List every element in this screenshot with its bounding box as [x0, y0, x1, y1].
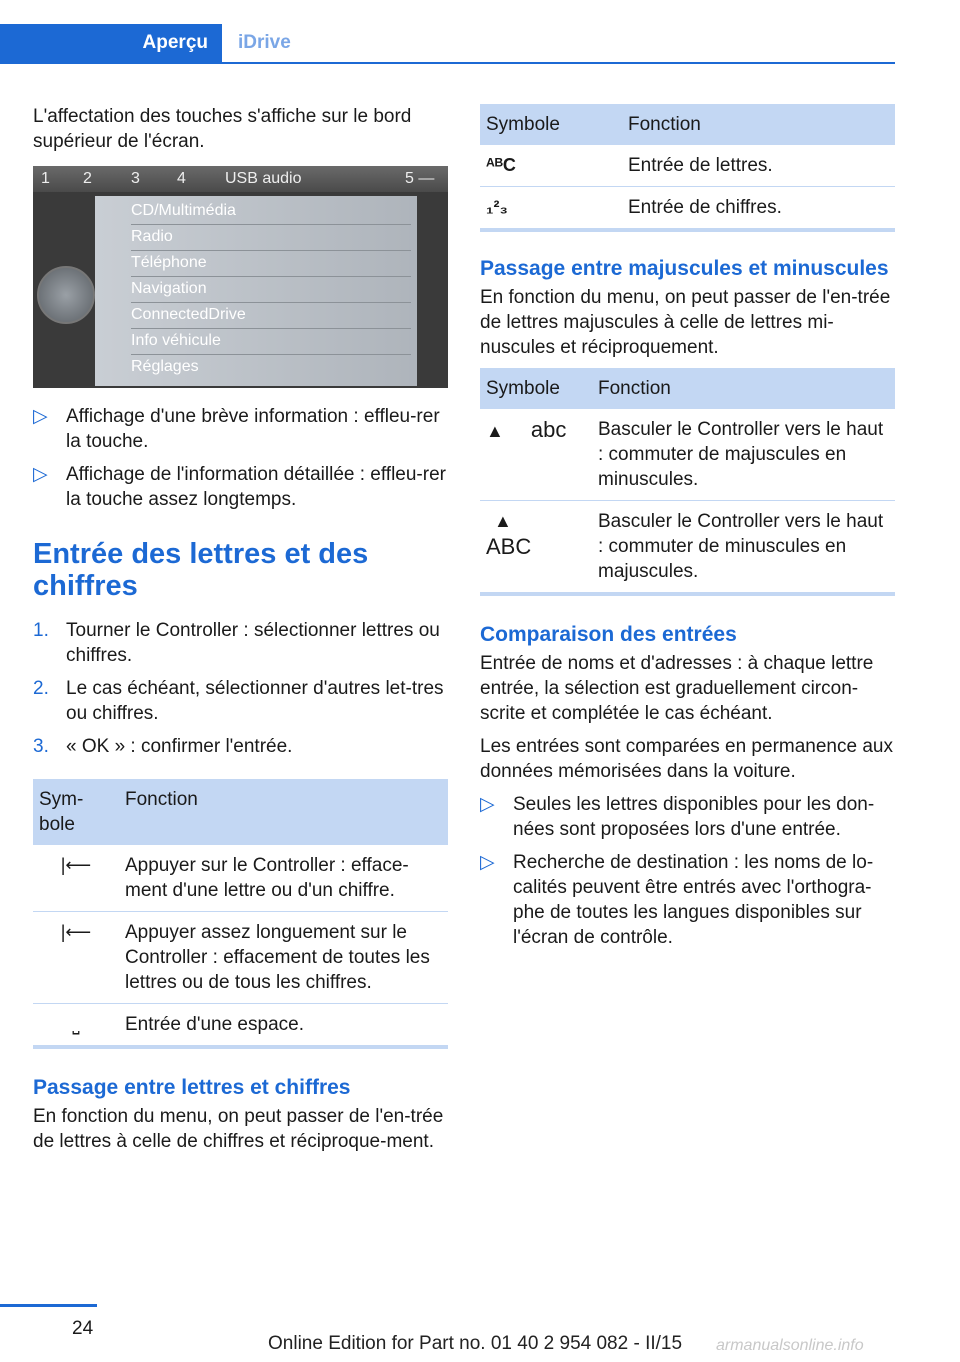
- compare-bullets: [480, 792, 895, 950]
- list-item-text: Seules les lettres disponibles pour les don‐nées sont proposées lors d'une entrée.: [513, 794, 875, 840]
- right-column: [480, 104, 895, 958]
- list-item: [33, 462, 448, 512]
- page-number: 24: [72, 1318, 94, 1339]
- menu-item: Info véhicule: [131, 328, 411, 355]
- screen-key-2: 2: [83, 170, 92, 187]
- menu-item: Navigation: [131, 276, 411, 303]
- subsection-heading: Passage entre majuscules et minuscules: [480, 257, 889, 280]
- table-row: [480, 145, 895, 187]
- table-row: [33, 1004, 448, 1048]
- table-header: Fonction: [592, 368, 895, 409]
- table-cell: Entrée d'une espace.: [119, 1004, 448, 1048]
- step-number: 2.: [33, 678, 49, 699]
- list-item-text: « OK » : confirmer l'entrée.: [66, 736, 293, 757]
- menu-item: CD/Multimédia: [131, 198, 411, 225]
- arrow-up-icon: ▲: [494, 511, 512, 531]
- table-cell: Entrée de chiffres.: [622, 187, 895, 231]
- delete-all-icon: |⟵: [33, 912, 119, 1004]
- table-header: Symbole: [480, 368, 592, 409]
- lowercase-icon: [480, 409, 592, 501]
- space-icon: ⎵: [33, 1004, 119, 1048]
- list-item-text: Le cas échéant, sélectionner d'autres let‐tres ou chiffres.: [66, 678, 444, 724]
- triangle-icon: ▷: [33, 406, 48, 427]
- paragraph: Entrée de noms et d'adresses : à chaque lettre entrée, la sélection est graduellement circon‐scrite et complétée le cas échéant.: [480, 653, 874, 724]
- header-tabs: [0, 24, 895, 64]
- menu-item: ConnectedDrive: [131, 302, 411, 329]
- list-item: [33, 734, 448, 759]
- controller-icon: [37, 266, 95, 324]
- screen-key-4: 4: [177, 170, 186, 187]
- section-heading: Entrée des lettres et des chiffres: [33, 538, 369, 602]
- tab-apercu[interactable]: Aperçu: [0, 24, 222, 62]
- triangle-icon: ▷: [480, 852, 495, 873]
- list-item: [33, 404, 448, 454]
- screen-key-usb: USB audio: [225, 170, 302, 187]
- steps-list: [33, 618, 448, 759]
- intro-text: L'affectation des touches s'affiche sur le bord supérieur de l'écran.: [33, 106, 412, 152]
- list-item: [33, 676, 448, 726]
- edition-text: Online Edition for Part no. 01 40 2 954 082 - II/15: [268, 1333, 683, 1354]
- delete-icon: |⟵: [33, 845, 119, 912]
- list-item-text: Affichage d'une brève information : effleu‐rer la touche.: [66, 406, 440, 452]
- delete-symbol-table: [33, 779, 448, 1049]
- table-header: Sym‐bole: [33, 779, 119, 845]
- info-bullets: [33, 404, 448, 512]
- screen-key-3: 3: [131, 170, 140, 187]
- paragraph: Les entrées sont comparées en permanence aux données mémorisées dans la voiture.: [480, 736, 893, 782]
- table-cell: Entrée de lettres.: [622, 145, 895, 187]
- table-row: [33, 845, 448, 912]
- letters-icon: ᴬᴮC: [480, 145, 622, 187]
- list-item: [480, 850, 895, 950]
- triangle-icon: ▷: [480, 794, 495, 815]
- table-header: Fonction: [119, 779, 448, 845]
- step-number: 1.: [33, 620, 49, 641]
- menu-item: Radio: [131, 224, 411, 251]
- uppercase-icon: [480, 501, 592, 595]
- lowercase-label: abc: [530, 417, 567, 442]
- subsection-heading: Comparaison des entrées: [480, 623, 737, 646]
- list-item-text: Affichage de l'information détaillée : effleu‐rer la touche assez longtemps.: [66, 464, 446, 510]
- menu-item: Téléphone: [131, 250, 411, 277]
- menu-item: Réglages: [131, 358, 199, 375]
- table-cell: Basculer le Controller vers le haut : commuter de minuscules en majuscules.: [592, 501, 895, 595]
- paragraph: En fonction du menu, on peut passer de l'en‐trée de lettres majuscules à celle de lettres mi‐nuscules et réciproquement.: [480, 287, 891, 358]
- tab-idrive[interactable]: iDrive: [238, 32, 291, 53]
- case-table: [480, 368, 895, 596]
- footer-divider: [0, 1304, 97, 1307]
- left-column: [33, 104, 448, 1162]
- list-item: [33, 618, 448, 668]
- paragraph: En fonction du menu, on peut passer de l'en‐trée de lettres à celle de chiffres et réciproque‐ment.: [33, 1106, 444, 1152]
- screen-key-5: 5 —: [405, 170, 435, 187]
- triangle-icon: ▷: [33, 464, 48, 485]
- letters-numbers-table: [480, 104, 895, 232]
- table-row: [480, 409, 895, 501]
- watermark: armanualsonline.info: [716, 1337, 864, 1354]
- numbers-icon: ₁²₃: [480, 187, 622, 231]
- screen-top-bar: [33, 166, 448, 192]
- step-number: 3.: [33, 736, 49, 757]
- table-header: Fonction: [622, 104, 895, 145]
- table-row: [480, 501, 895, 595]
- subsection-heading: Passage entre lettres et chiffres: [33, 1076, 351, 1099]
- arrow-up-icon: ▲: [486, 421, 504, 441]
- screen-key-1: 1: [41, 170, 50, 187]
- idrive-screen-image: [33, 166, 448, 388]
- list-item: [480, 792, 895, 842]
- table-row: [33, 912, 448, 1004]
- screen-menu: [95, 196, 417, 386]
- uppercase-label: ABC: [486, 534, 532, 559]
- list-item-text: Recherche de destination : les noms de lo‐calités peuvent être entrés avec l'orthogra‐phe de toutes les langues disponibles sur l'écran de contrôle.: [513, 852, 874, 948]
- table-header: Symbole: [480, 104, 622, 145]
- table-cell: Basculer le Controller vers le haut : commuter de majuscules en minuscules.: [592, 409, 895, 501]
- list-item-text: Tourner le Controller : sélectionner lettres ou chiffres.: [66, 620, 440, 666]
- table-cell: Appuyer sur le Controller : efface‐ment d'une lettre ou d'un chiffre.: [119, 845, 448, 912]
- table-row: [480, 187, 895, 231]
- table-cell: Appuyer assez longuement sur le Controller : effacement de toutes les lettres ou de tous les chiffres.: [119, 912, 448, 1004]
